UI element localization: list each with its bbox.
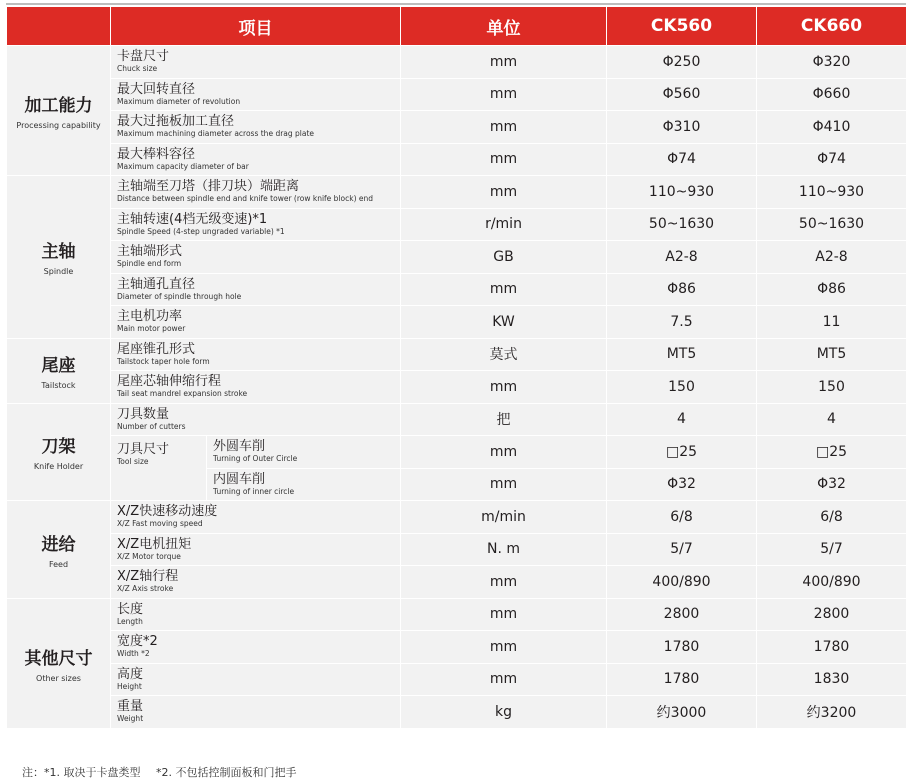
unit-cell: 把 <box>401 403 607 436</box>
unit-cell: mm <box>401 111 607 144</box>
header-item: 项目 <box>111 7 401 46</box>
item-label-tool-size: 刀具尺寸 Tool size <box>111 436 207 501</box>
ck560-value: Φ250 <box>607 46 757 79</box>
sub-item-label: 内圆车削 Turning of inner circle <box>207 468 401 501</box>
unit-cell: mm <box>401 273 607 306</box>
ck560-value: A2-8 <box>607 241 757 274</box>
ck560-value: 1780 <box>607 663 757 696</box>
item-label: 尾座芯轴伸缩行程 Tail seat mandrel expansion stroke <box>111 371 401 404</box>
unit-cell: 莫式 <box>401 338 607 371</box>
ck560-value: 7.5 <box>607 306 757 339</box>
item-label: X/Z快速移动速度 X/Z Fast moving speed <box>111 501 401 534</box>
table-row <box>7 663 907 696</box>
unit-cell: mm <box>401 468 607 501</box>
ck660-value: A2-8 <box>757 241 907 274</box>
ck560-value: 150 <box>607 371 757 404</box>
ck560-value: 400/890 <box>607 566 757 599</box>
header-model-ck660: CK660 <box>757 7 907 46</box>
ck660-value: 4 <box>757 403 907 436</box>
table-row <box>7 208 907 241</box>
table-row <box>7 566 907 599</box>
group-knife-holder: 刀架 Knife Holder <box>7 403 111 501</box>
ck660-value: 6/8 <box>757 501 907 534</box>
ck560-value: □25 <box>607 436 757 469</box>
table-row <box>7 46 907 79</box>
item-label: 主电机功率 Main motor power <box>111 306 401 339</box>
footnote-2: *2. 不包括控制面板和门把手 <box>156 766 297 779</box>
top-rule <box>6 3 906 5</box>
item-label: 高度 Height <box>111 663 401 696</box>
unit-cell: mm <box>401 598 607 631</box>
unit-cell: mm <box>401 143 607 176</box>
item-label: 重量 Weight <box>111 696 401 729</box>
ck660-value: 2800 <box>757 598 907 631</box>
footnote-1: 注：*1. 取决于卡盘类型 <box>22 766 141 779</box>
unit-cell: r/min <box>401 208 607 241</box>
item-label: 刀具数量 Number of cutters <box>111 403 401 436</box>
ck560-value: 2800 <box>607 598 757 631</box>
table-row <box>7 696 907 729</box>
ck660-value: Φ320 <box>757 46 907 79</box>
unit-cell: mm <box>401 78 607 111</box>
table-row <box>7 501 907 534</box>
ck660-value: Φ86 <box>757 273 907 306</box>
ck660-value: 150 <box>757 371 907 404</box>
item-label: 卡盘尺寸 Chuck size <box>111 46 401 79</box>
ck560-value: 5/7 <box>607 533 757 566</box>
table-row <box>7 436 907 469</box>
spec-table <box>6 6 907 729</box>
group-feed: 进给 Feed <box>7 501 111 599</box>
ck660-value: Φ660 <box>757 78 907 111</box>
ck660-value: 50~1630 <box>757 208 907 241</box>
item-label: 主轴端至刀塔（排刀块）端距离 Distance between spindle end and knife tower (row knife block) end <box>111 176 401 209</box>
ck660-value: 1830 <box>757 663 907 696</box>
ck560-value: Φ310 <box>607 111 757 144</box>
unit-cell: mm <box>401 176 607 209</box>
ck660-value: MT5 <box>757 338 907 371</box>
table-row <box>7 338 907 371</box>
table-row <box>7 306 907 339</box>
table-row <box>7 598 907 631</box>
ck660-value: 11 <box>757 306 907 339</box>
item-label: 尾座锥孔形式 Tailstock taper hole form <box>111 338 401 371</box>
unit-cell: mm <box>401 663 607 696</box>
item-label: 最大棒料容径 Maximum capacity diameter of bar <box>111 143 401 176</box>
unit-cell: mm <box>401 436 607 469</box>
ck560-value: Φ32 <box>607 468 757 501</box>
group-tailstock: 尾座 Tailstock <box>7 338 111 403</box>
ck660-value: 400/890 <box>757 566 907 599</box>
unit-cell: mm <box>401 46 607 79</box>
ck560-value: Φ86 <box>607 273 757 306</box>
ck660-value: Φ32 <box>757 468 907 501</box>
table-row <box>7 111 907 144</box>
item-label: 主轴转速(4档无级变速)*1 Spindle Speed (4-step ungraded variable) *1 <box>111 208 401 241</box>
item-label: 长度 Length <box>111 598 401 631</box>
item-label: X/Z轴行程 X/Z Axis stroke <box>111 566 401 599</box>
item-label: X/Z电机扭矩 X/Z Motor torque <box>111 533 401 566</box>
header-blank <box>7 7 111 46</box>
ck660-value: 约3200 <box>757 696 907 729</box>
ck560-value: Φ560 <box>607 78 757 111</box>
unit-cell: GB <box>401 241 607 274</box>
table-row <box>7 403 907 436</box>
table-row <box>7 533 907 566</box>
ck560-value: 1780 <box>607 631 757 664</box>
ck560-value: 110~930 <box>607 176 757 209</box>
group-spindle: 主轴 Spindle <box>7 176 111 339</box>
table-row <box>7 371 907 404</box>
unit-cell: mm <box>401 566 607 599</box>
item-label: 主轴通孔直径 Diameter of spindle through hole <box>111 273 401 306</box>
header-row <box>7 7 907 46</box>
ck560-value: MT5 <box>607 338 757 371</box>
footnote <box>22 764 297 780</box>
ck660-value: 5/7 <box>757 533 907 566</box>
item-label: 最大回转直径 Maximum diameter of revolution <box>111 78 401 111</box>
ck660-value: Φ410 <box>757 111 907 144</box>
unit-cell: mm <box>401 371 607 404</box>
group-processing: 加工能力 Processing capability <box>7 46 111 176</box>
unit-cell: kg <box>401 696 607 729</box>
unit-cell: N. m <box>401 533 607 566</box>
ck660-value: Φ74 <box>757 143 907 176</box>
unit-cell: KW <box>401 306 607 339</box>
table-row <box>7 176 907 209</box>
table-row <box>7 143 907 176</box>
item-label: 最大过拖板加工直径 Maximum machining diameter across the drag plate <box>111 111 401 144</box>
ck560-value: 约3000 <box>607 696 757 729</box>
header-model-ck560: CK560 <box>607 7 757 46</box>
unit-cell: mm <box>401 631 607 664</box>
group-other-sizes: 其他尺寸 Other sizes <box>7 598 111 728</box>
table-row <box>7 78 907 111</box>
header-unit: 单位 <box>401 7 607 46</box>
ck560-value: 50~1630 <box>607 208 757 241</box>
ck560-value: Φ74 <box>607 143 757 176</box>
table-row <box>7 273 907 306</box>
table-row <box>7 241 907 274</box>
table-row <box>7 631 907 664</box>
sub-item-label: 外圆车削 Turning of Outer Circle <box>207 436 401 469</box>
ck560-value: 4 <box>607 403 757 436</box>
item-label: 宽度*2 Width *2 <box>111 631 401 664</box>
unit-cell: m/min <box>401 501 607 534</box>
ck660-value: 110~930 <box>757 176 907 209</box>
ck660-value: 1780 <box>757 631 907 664</box>
item-label: 主轴端形式 Spindle end form <box>111 241 401 274</box>
ck560-value: 6/8 <box>607 501 757 534</box>
ck660-value: □25 <box>757 436 907 469</box>
